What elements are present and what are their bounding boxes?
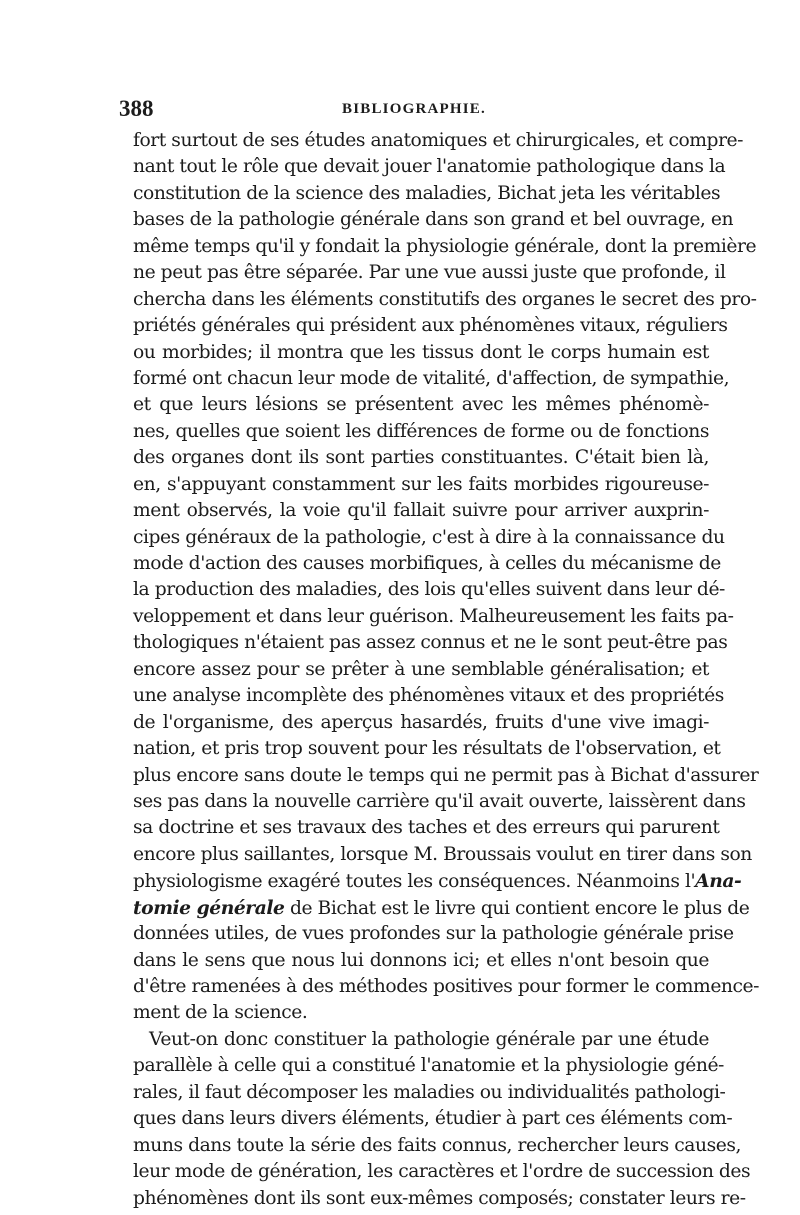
text-line: d'être ramenées à des méthodes positives pour former le commence- xyxy=(133,976,760,997)
text-line: Veut-on donc constituer la pathologie générale par une étude xyxy=(149,1028,709,1050)
text-line: encore assez pour se prêter à une semblable généralisation; et xyxy=(133,658,709,680)
book-title-italic: tomie générale xyxy=(133,896,285,919)
text-line: dans le sens que nous lui donnons ici; et elles n'ont besoin que xyxy=(133,949,709,971)
text-line: plus encore sans doute le temps qui ne permit pas à Bichat d'assurer xyxy=(133,764,759,786)
text-line: ment observés, la voie qu'il fallait suivre pour arriver auxprin- xyxy=(133,500,709,522)
text-line: mode d'action des causes morbifiques, à celles du mécanisme de xyxy=(133,553,721,574)
text-line: constitution de la science des maladies, Bichat jeta les véritables xyxy=(133,182,721,204)
text-line: la production des maladies, des lois qu'elles suivent dans leur dé- xyxy=(133,579,725,601)
text-line xyxy=(133,895,750,921)
text-line: et que leurs lésions se présentent avec les mêmes phénomè- xyxy=(133,394,709,416)
text-line: muns dans toute la série des faits connus, rechercher leurs causes, xyxy=(133,1134,741,1156)
text-line: priétés générales qui président aux phénomènes vitaux, réguliers xyxy=(133,315,728,337)
page-number: 388 xyxy=(119,96,154,121)
text-line: formé ont chacun leur mode de vitalité, d'affection, de sympathie, xyxy=(133,367,730,389)
text-line: ques dans leurs divers éléments, étudier à part ces éléments com- xyxy=(133,1108,733,1130)
text-line: parallèle à celle qui a constitué l'anatomie et la physiologie géné- xyxy=(133,1055,724,1077)
page-header xyxy=(119,96,709,126)
text-line: chercha dans les éléments constitutifs des organes le secret des pro- xyxy=(133,288,757,310)
text-line: ses pas dans la nouvelle carrière qu'il avait ouverte, laissèrent dans xyxy=(133,790,746,812)
text-line: thologiques n'étaient pas assez connus et ne le sont peut-être pas xyxy=(133,632,728,654)
text-line: rales, il faut décomposer les maladies ou individualités pathologi- xyxy=(133,1081,726,1103)
text-line: nes, quelles que soient les différences de forme ou de fonctions xyxy=(133,420,709,442)
text-line: nant tout le rôle que devait jouer l'anatomie pathologique dans la xyxy=(133,156,726,178)
text-line: cipes généraux de la pathologie, c'est à dire à la connaissance du xyxy=(133,526,725,548)
text-line: ou morbides; il montra que les tissus dont le corps humain est xyxy=(133,341,709,363)
text-line: veloppement et dans leur guérison. Malheureusement les faits pa- xyxy=(133,605,734,627)
text-line: ment de la science. xyxy=(133,1002,308,1024)
body-text xyxy=(133,128,760,1212)
text-line: une analyse incomplète des phénomènes vitaux et des propriétés xyxy=(133,685,724,707)
text-line: ne peut pas être séparée. Par une vue aussi juste que profonde, il xyxy=(133,262,726,284)
running-title: BIBLIOGRAPHIE. xyxy=(342,101,486,117)
text-line: leur mode de génération, les caractères et l'ordre de succession des xyxy=(133,1161,751,1183)
text-line: nation, et pris trop souvent pour les résultats de l'observation, et xyxy=(133,738,721,760)
text-line: bases de la pathologie générale dans son grand et bel ouvrage, en xyxy=(133,209,734,231)
text-line xyxy=(133,868,742,894)
text-line: de l'organisme, des aperçus hasardés, fruits d'une vive imagi- xyxy=(133,711,709,733)
text-line: même temps qu'il y fondait la physiologie générale, dont la première xyxy=(133,235,757,257)
text-line: encore plus saillantes, lorsque M. Broussais voulut en tirer dans son xyxy=(133,843,752,865)
text-line: données utiles, de vues profondes sur la pathologie générale prise xyxy=(133,923,734,945)
text-line: des organes dont ils sont parties constituantes. C'était bien là, xyxy=(133,447,709,469)
text-line: fort surtout de ses études anatomiques et chirurgicales, et compre- xyxy=(133,130,744,151)
text-line: phénomènes dont ils sont eux-mêmes composés; constater leurs re- xyxy=(133,1187,746,1209)
text-line: en, s'appuyant constamment sur les faits morbides rigoureuse- xyxy=(133,473,709,495)
text-segment: de Bichat est le livre qui contient encore le plus de xyxy=(284,897,750,919)
text-segment: physiologisme exagéré toutes les conséquences. Néanmoins l' xyxy=(133,871,696,893)
book-title-italic: Ana- xyxy=(695,870,742,893)
text-line: sa doctrine et ses travaux des taches et des erreurs qui parurent xyxy=(133,817,720,839)
